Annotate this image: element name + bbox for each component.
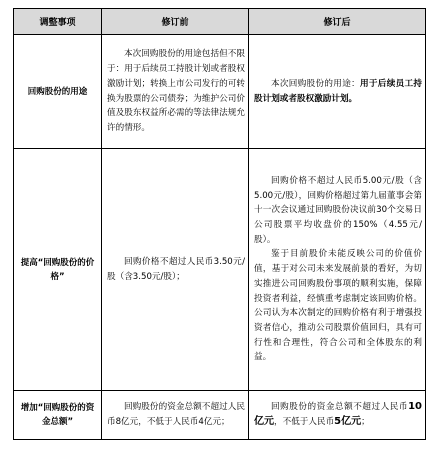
after-bold-amount: 5亿元 xyxy=(334,416,362,427)
header-after: 修订后 xyxy=(249,9,426,35)
row-after-text xyxy=(249,35,426,149)
row-after-text xyxy=(249,149,426,391)
after-paragraph-2: 鉴于目前股价未能反映公司的价值价值，基于对公司未来发展前景的看好，为切实推进公司回购股份事项的顺利实施，保障投资者利益，经慎重考虑制定该回购价格。公司认为本次制定的回购价格有利于增强投资者信心，推动公司股票价值回归，具有可行性和合理性，符合公司和全体股东的利益。 xyxy=(254,249,422,363)
after-bold-amount: 10亿元 xyxy=(254,401,422,427)
after-paragraph xyxy=(254,77,422,106)
table-row xyxy=(14,149,426,391)
header-item: 调整事项 xyxy=(14,9,102,35)
after-paragraph xyxy=(254,400,422,429)
after-text: ，不低于人民币 xyxy=(274,417,335,427)
before-paragraph: 本次回购股份的用途包括但不限于：用于后续员工持股计划或者股权激励计划；转换上市公司发行的可转换为股票的公司债券；为维护公司价值及股东权益所必需的等法律法规允许的情形。 xyxy=(107,49,245,133)
row-before-text xyxy=(102,149,249,391)
before-paragraph: 回购股份的资金总额不超过人民币8亿元，不低于人民币4亿元； xyxy=(107,402,245,427)
table-row xyxy=(14,35,426,149)
after-text: ； xyxy=(361,417,370,427)
table-row xyxy=(14,391,426,440)
row-item-label: 提高“回购股份的价格” xyxy=(14,149,102,391)
row-after-text xyxy=(249,391,426,440)
revision-table xyxy=(13,8,426,440)
after-paragraph-1: 回购价格不超过人民币5.00元/股（含5.00元/股），回购价格超过第九届董事会第十一次会议通过回购股份决议前30个交易日公司股票平均收盘价的150%（4.55元/股）。 xyxy=(254,175,422,245)
row-item-label: 增加“回购股份的资金总额” xyxy=(14,391,102,440)
before-paragraph: 回购价格不超过人民币3.50元/股（含3.50元/股）； xyxy=(107,256,245,282)
header-before: 修订前 xyxy=(102,9,249,35)
row-before-text xyxy=(102,391,249,440)
row-before-text xyxy=(102,35,249,149)
after-text: 回购股份的资金总额不超过人民币 xyxy=(271,402,409,413)
row-item-label: 回购股份的用途 xyxy=(14,35,102,149)
after-bold-text: 用于后续员工持股计划或者股权激励计划。 xyxy=(254,78,422,104)
table-header-row xyxy=(14,9,426,35)
after-text: 本次回购股份的用途： xyxy=(271,78,360,89)
